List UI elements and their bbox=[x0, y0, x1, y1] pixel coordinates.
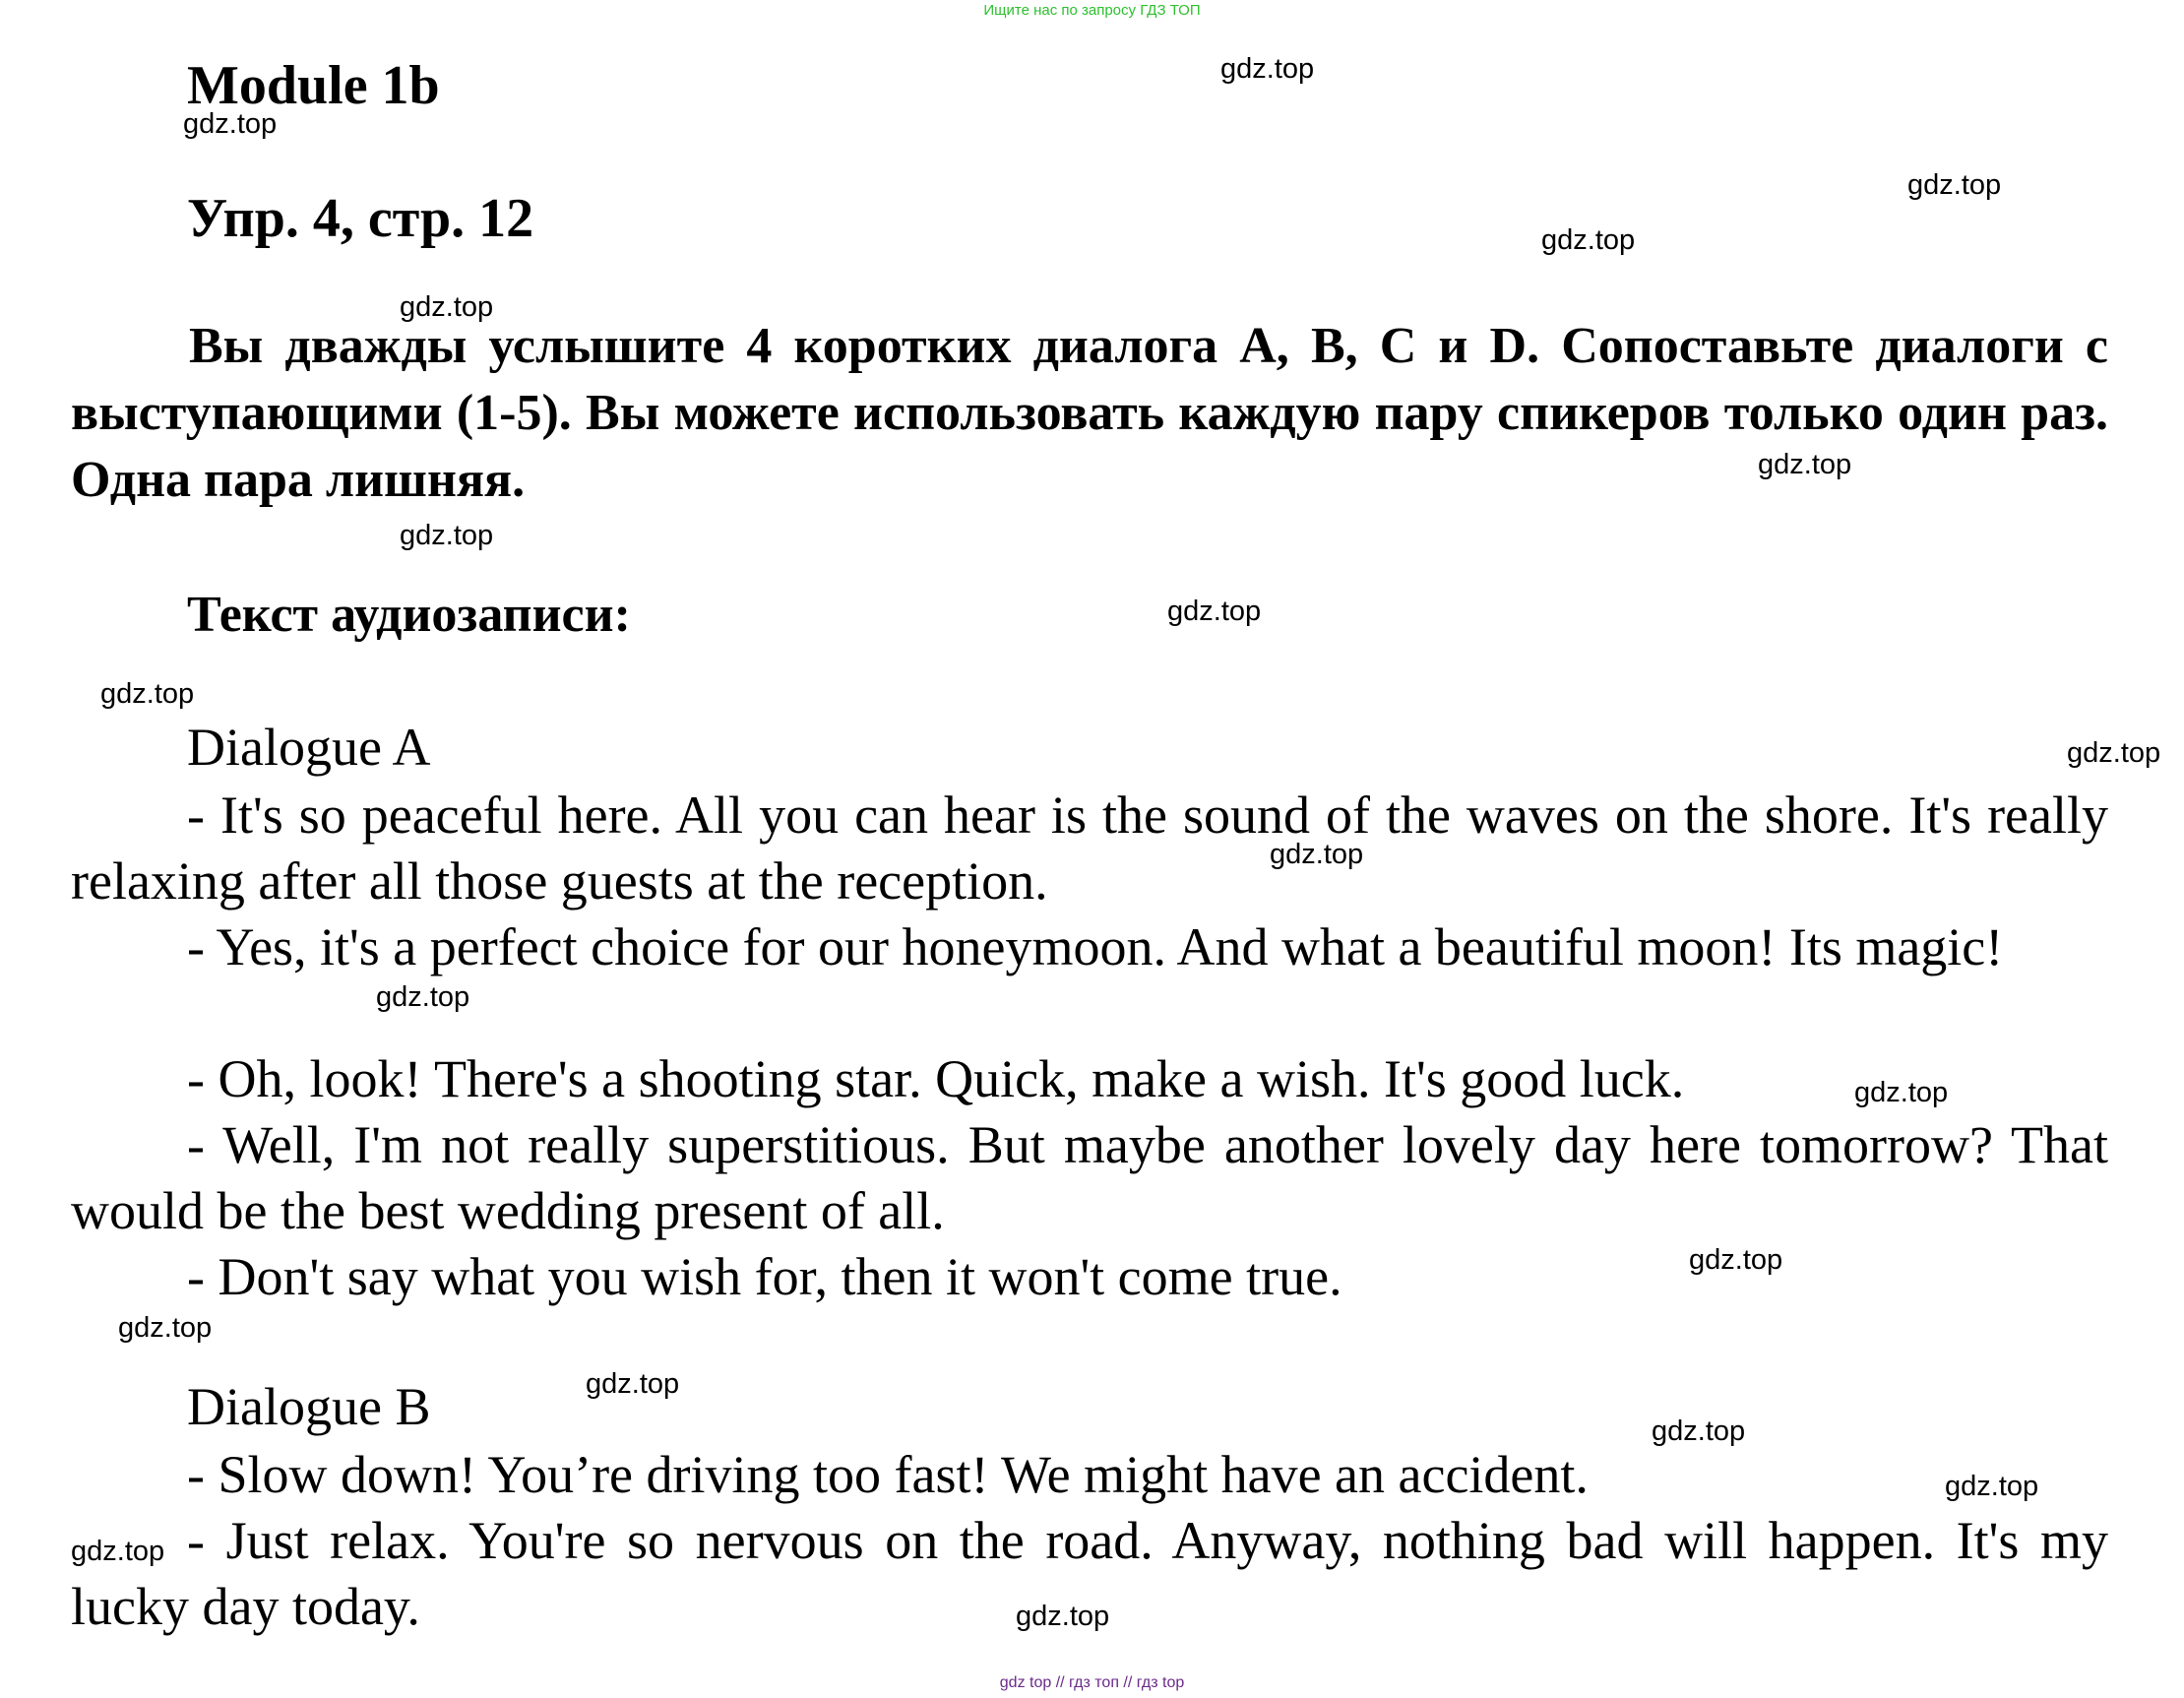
watermark: gdz.top bbox=[400, 520, 494, 551]
dialogue-a-line: - Oh, look! There's a shooting star. Quick, make a wish. It's good luck. bbox=[187, 1049, 1685, 1108]
watermark: gdz.top bbox=[586, 1368, 680, 1400]
dialogue-a-line: - It's so peaceful here. All you can hear is the sound of the waves on the shore. It's really relaxing after all those guests at the reception. bbox=[71, 786, 2108, 911]
watermark: gdz.top bbox=[1652, 1415, 1746, 1447]
watermark: gdz.top bbox=[1907, 169, 2002, 201]
dialogue-a-line: - Yes, it's a perfect choice for our honeymoon. And what a beautiful moon! Its magic! bbox=[187, 917, 2004, 976]
exercise-title: Упр. 4, стр. 12 bbox=[187, 188, 534, 249]
dialogue-a-line: - Don't say what you wish for, then it won't come true. bbox=[187, 1247, 1342, 1306]
watermark: gdz.top bbox=[71, 1536, 165, 1567]
watermark: gdz.top bbox=[1854, 1077, 1949, 1108]
watermark: gdz.top bbox=[1945, 1471, 2039, 1502]
top-banner: Ищите нас по запросу ГДЗ ТОП bbox=[983, 2, 1201, 19]
dialogue-a-line: - Well, I'm not really superstitious. But maybe another lovely day here tomorrow? That would be the best wedding present of all. bbox=[71, 1115, 2108, 1240]
dialogue-b-line: - Just relax. You're so nervous on the road. Anyway, nothing bad will happen. It's my lucky day today. bbox=[71, 1511, 2108, 1636]
module-title: Module 1b bbox=[187, 55, 440, 116]
watermark: gdz.top bbox=[1541, 224, 1636, 256]
watermark: gdz.top bbox=[1016, 1601, 1110, 1632]
watermark: gdz.top bbox=[1220, 53, 1315, 85]
footer: gdz top // гдз топ // гдз top bbox=[999, 1674, 1185, 1691]
watermark: gdz.top bbox=[1270, 839, 1364, 870]
watermark: gdz.top bbox=[376, 981, 470, 1013]
dialogue-b-title: Dialogue B bbox=[187, 1377, 431, 1436]
watermark: gdz.top bbox=[1167, 596, 1262, 627]
watermark: gdz.top bbox=[2067, 737, 2161, 769]
task-text: Вы дважды услышите 4 коротких диалога A, B, C и D. Сопоставьте диалоги с выступающими (1-5). Вы можете использовать каждую пару спикеров только один раз. Одна пара лишняя. bbox=[71, 318, 2108, 508]
watermark: gdz.top bbox=[100, 678, 195, 710]
dialogue-a-title: Dialogue A bbox=[187, 718, 431, 777]
dialogue-b-line: - Slow down! You’re driving too fast! We might have an accident. bbox=[187, 1445, 1589, 1504]
watermark: gdz.top bbox=[118, 1312, 213, 1344]
watermark: gdz.top bbox=[1758, 449, 1852, 480]
audio-heading: Текст аудиозаписи: bbox=[187, 587, 631, 643]
watermark: gdz.top bbox=[183, 108, 278, 140]
watermark: gdz.top bbox=[400, 291, 494, 323]
watermark: gdz.top bbox=[1689, 1244, 1783, 1276]
